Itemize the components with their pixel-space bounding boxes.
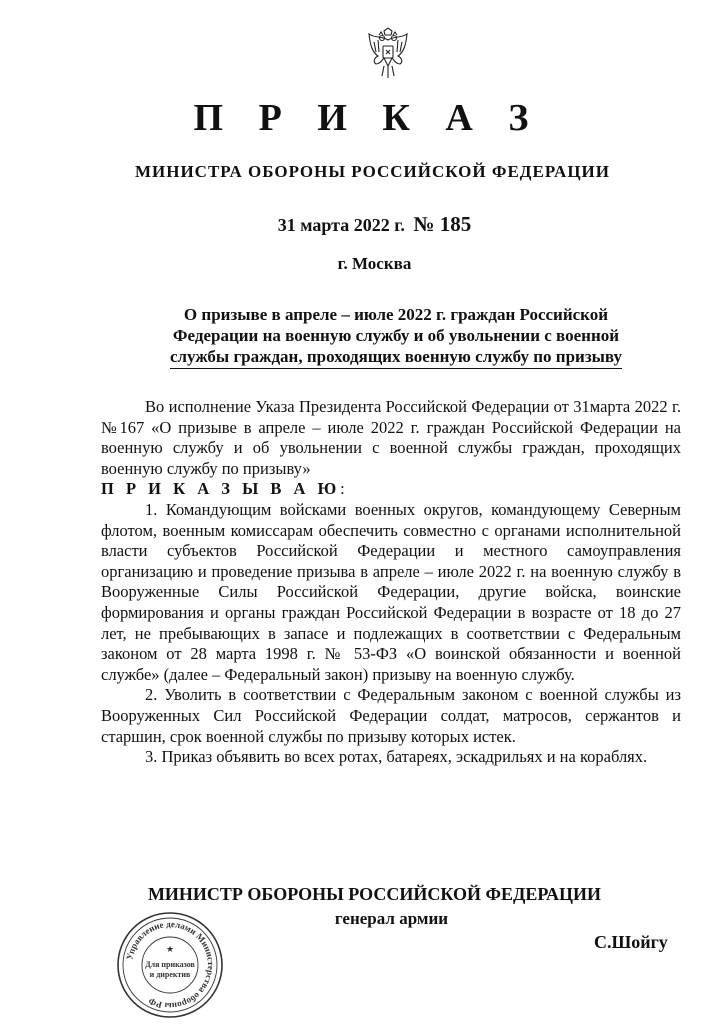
document-title: П Р И К А З (193, 97, 542, 139)
preamble-paragraph: Во исполнение Указа Президента Российской Федерации от 31марта 2022 г. №167 «О призыве в апреле – июле 2022 г. граждан Российской Федерации на военную службу и об увольнении с военной службы граждан, проходящих военную службу по призыву» (101, 397, 681, 478)
stamp-center-line-1: Для приказов (145, 960, 195, 969)
orders-colon: : (340, 479, 345, 499)
order-date: 31 марта 2022 г. (277, 215, 405, 235)
date-number-line (0, 212, 723, 237)
stamp-center-line-2: и директив (149, 970, 191, 979)
issuer-line: МИНИСТРА ОБОРОНЫ РОССИЙСКОЙ ФЕДЕРАЦИИ (134, 162, 611, 181)
signatory-title: МИНИСТР ОБОРОНЫ РОССИЙСКОЙ ФЕДЕРАЦИИ (147, 884, 602, 904)
stamp-ring-text: Управление делами Министерства обороны РФ (124, 918, 217, 1012)
subject-line-1: О призыве в апреле – июле 2022 г. граждан Российской (183, 305, 609, 324)
order-item-3: 3. Приказ объявить во всех ротах, батареях, эскадрильях и на кораблях. (145, 747, 648, 767)
signatory-rank: генерал армии (334, 909, 449, 928)
signatory-name: С.Шойгу (594, 932, 668, 952)
order-subject (148, 304, 644, 369)
coat-of-arms-icon (366, 26, 410, 86)
order-item-2: 2. Уволить в соответствии с Федеральным законом с военной службы из Вооруженных Сил Российской Федерации солдат, матросов, сержантов и старшин, срок военной службы по призыву которых истек. (101, 685, 681, 746)
order-number: № 185 (413, 212, 472, 236)
subject-line-3: службы граждан, проходящих военную службу по призыву (170, 346, 622, 369)
stamp-star-icon: ★ (165, 945, 175, 955)
orders-word: П Р И К А З Ы В А Ю (101, 479, 341, 499)
orders-line (101, 479, 681, 500)
order-body (101, 397, 681, 768)
subject-line-2: Федерации на военную службу и об увольнении с военной (172, 326, 620, 345)
order-item-1: 1. Командующим войсками военных округов, командующему Северным флотом, военным комиссарам обеспечить совместно с органами исполнительной власти субъектов Российской Федерации и местного самоуправления организацию и проведение призыва в апреле – июле 2022 г. на военную службу в Вооруженные Силы Российской Федерации, другие войска, воинские формирования и органы граждан Российской Федерации в возрасте от 18 до 27 лет, не пребывающих в запасе и подлежащих в соответствии с Федеральным законом от 28 марта 1998 г. № 53-ФЗ «О воинской обязанности и военной службе» (далее – Федеральный закон) призыву на военную службу. (101, 499, 681, 684)
order-city: г. Москва (337, 254, 412, 273)
